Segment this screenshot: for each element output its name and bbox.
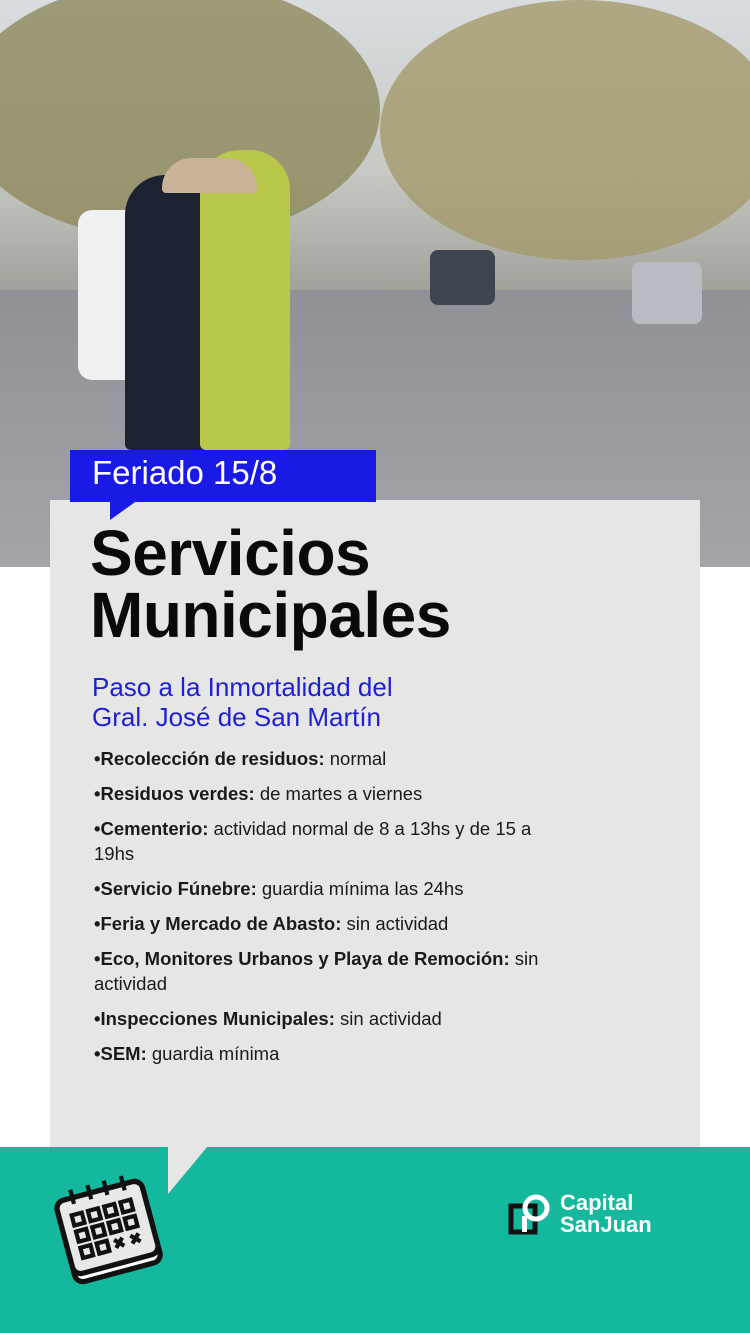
list-item: •Servicio Fúnebre: guardia mínima las 24hs <box>94 878 464 899</box>
logo-line: Capital <box>560 1190 634 1215</box>
subtitle <box>92 672 393 732</box>
list-item: •Residuos verdes: de martes a viernes <box>94 783 423 804</box>
list-item: •SEM: guardia mínima <box>94 1043 280 1064</box>
logo-mark-icon <box>508 1192 554 1238</box>
services-list <box>94 746 614 1076</box>
capital-san-juan-logo <box>508 1190 652 1243</box>
page-title <box>90 517 451 651</box>
card-pointer <box>168 1146 208 1194</box>
list-item: •Feria y Mercado de Abasto: sin actividad <box>94 913 449 934</box>
subtitle-line: Paso a la Inmortalidad del <box>92 672 393 702</box>
subtitle-line: Gral. José de San Martín <box>92 702 382 732</box>
list-item: •Inspecciones Municipales: sin actividad <box>94 1008 442 1029</box>
logo-line: SanJuan <box>560 1212 652 1237</box>
title-line: Municipales <box>90 579 451 651</box>
list-item: •Recolección de residuos: normal <box>94 748 387 769</box>
list-item: •Cementerio: actividad normal de 8 a 13hs y de 15 a 19hs <box>94 818 532 864</box>
title-line: Servicios <box>90 517 371 589</box>
holiday-tag: Feriado 15/8 <box>70 450 376 502</box>
list-item: •Eco, Monitores Urbanos y Playa de Remoción: sin actividad <box>94 948 539 994</box>
